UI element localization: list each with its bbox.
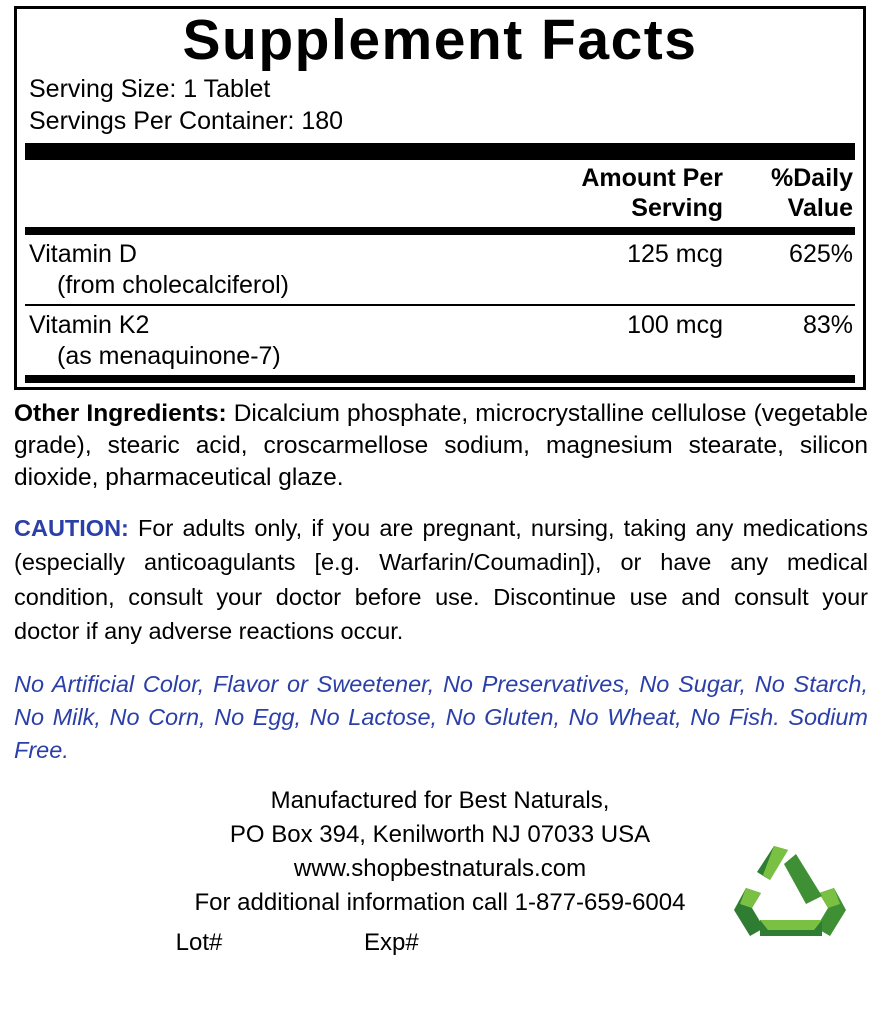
nutrient-name: Vitamin K2 [29,310,150,339]
caution-block [14,511,868,647]
nutrient-source: (as menaquinone-7) [57,341,281,370]
serving-size: Serving Size: 1 Tablet [29,74,271,103]
other-ingredients [14,398,868,494]
other-ingredients-label: Other Ingredients: [14,399,227,427]
nutrient-amount: 100 mcg [627,310,723,339]
nutrient-amount: 125 mcg [627,239,723,268]
servings-per-container: Servings Per Container: 180 [29,106,344,135]
nutrient-source: (from cholecalciferol) [57,270,290,299]
dv-header-line1: %Daily [771,163,853,192]
exp-label: Exp# [364,929,419,957]
recycle-icon [730,844,850,944]
amount-per-serving-header [453,163,733,223]
nutrient-row [25,235,855,304]
caution-text: For adults only, if you are pregnant, nursing, taking any medications (especially anticoagulants [e.g. Warfarin/Coumadin]), or have any medical condition, consult your doctor before use. Discontinue use and consult your doctor if any adverse reactions occur. [14,515,868,644]
table-row [25,306,855,375]
dv-header-line2: Value [787,193,853,222]
amount-header-line2: Serving [631,193,723,222]
other-ingredients-text: Dicalcium phosphate, microcrystalline cellulose (vegetable grade), stearic acid, croscarmellose sodium, magnesium stearate, silicon dioxide, pharmaceutical glaze. [14,399,868,491]
nutrient-daily-value: 83% [802,310,853,339]
supplement-facts-panel [14,6,866,390]
manufacturer-line: Manufactured for Best Naturals, [270,786,610,814]
panel-title: Supplement Facts [182,8,698,72]
panel-divider-thick [25,143,855,160]
amount-header-line1: Amount Per [581,163,723,192]
free-from-claims: No Artificial Color, Flavor or Sweetener, No Preservatives, No Sugar, No Starch, No Milk, No Corn, No Egg, No Lactose, No Gluten, No Wheat, No Fish. Sodium Free. [14,670,868,764]
footer-block [10,784,870,960]
website-line: www.shopbestnaturals.com [293,854,587,882]
caution-label: CAUTION: [14,515,129,542]
nutrient-name: Vitamin D [29,239,137,268]
nutrient-name-cell [29,239,463,301]
panel-bottom-rule [25,375,855,383]
panel-divider-medium [25,227,855,235]
daily-value-header [733,163,853,223]
address-line: PO Box 394, Kenilworth NJ 07033 USA [229,820,651,848]
nutrient-name-cell [29,310,463,372]
nutrient-daily-value: 625% [789,239,853,268]
lot-label: Lot# [175,929,223,957]
phone-line: For additional information call 1-877-659-6004 [194,888,686,916]
panel-column-headers [25,160,855,227]
